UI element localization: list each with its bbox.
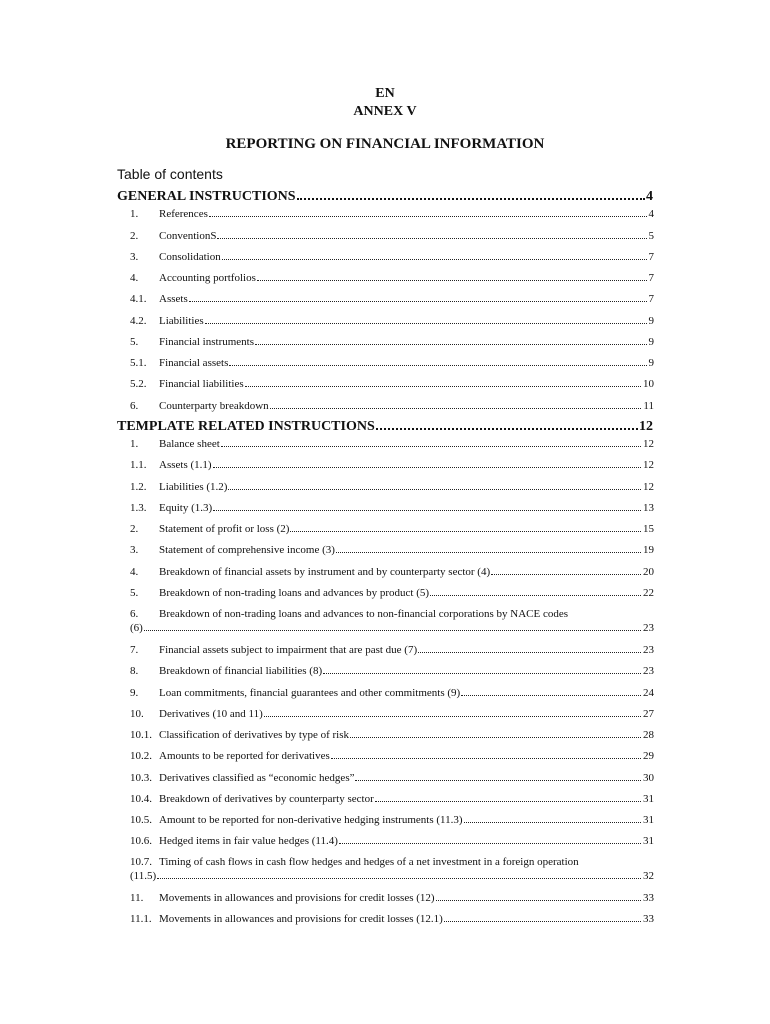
dot-leader [464,822,641,823]
toc-entry[interactable] [130,207,654,221]
toc-entry[interactable] [130,643,654,657]
toc-entry[interactable] [130,771,654,785]
toc-entry[interactable] [130,607,654,635]
entry-title: Breakdown of financial liabilities (8) [159,665,323,677]
toc-section-template[interactable] [117,419,653,435]
toc-entry[interactable] [130,855,654,883]
entry-title: Equity (1.3) [159,502,213,514]
entry-number: 5. [130,336,139,348]
entry-title: Statement of comprehensive income (3) [159,544,335,556]
dot-leader [418,652,641,653]
entry-page: 31 [643,793,654,805]
toc-entry[interactable] [130,543,654,557]
dot-leader [189,301,647,302]
entry-title: Hedged items in fair value hedges (11.4) [159,835,338,847]
entry-page: 29 [643,750,654,762]
toc-entry[interactable] [130,686,654,700]
entry-number: 5. [130,587,139,599]
entry-title: ConventionS [159,230,217,242]
entry-number: 3. [130,251,139,263]
toc-entry[interactable] [130,437,654,451]
entry-title: Classification of derivatives by type of risk [159,729,350,741]
entry-page: 23 [643,622,654,634]
entry-number: 2. [130,523,139,535]
entry-number: 10.6. [130,835,152,847]
dot-leader [297,198,645,200]
document-language-code: EN [375,86,395,101]
toc-entry[interactable] [130,792,654,806]
toc-section-general[interactable] [117,189,653,205]
toc-entry[interactable] [130,480,654,494]
toc-entry[interactable] [130,292,654,306]
toc-entry[interactable] [130,891,654,905]
entry-page: 32 [643,870,654,882]
dot-leader [290,531,641,532]
entry-title: Liabilities [159,315,204,327]
dot-leader [270,408,642,409]
dot-leader [205,323,647,324]
document-title: REPORTING ON FINANCIAL INFORMATION [225,136,545,152]
section-page: 4 [646,189,653,204]
toc-entry[interactable] [130,749,654,763]
entry-title: Financial assets subject to impairment that are past due (7) [159,644,418,656]
entry-number: 5.1. [130,357,147,369]
entry-page: 15 [643,523,654,535]
entry-page: 12 [643,481,654,493]
entry-title: References [159,208,208,220]
entry-number: 4. [130,272,139,284]
toc-entry[interactable] [130,271,654,285]
entry-title: Breakdown of non-trading loans and advances to non-financial corporations by NACE codes [159,608,569,620]
entry-title: Consolidation [159,251,221,263]
entry-title: Accounting portfolios [159,272,256,284]
entry-title: Loan commitments, financial guarantees and other commitments (9) [159,687,461,699]
toc-entry[interactable] [130,501,654,515]
entry-number: 5.2. [130,378,147,390]
toc-entry[interactable] [130,834,654,848]
toc-entry[interactable] [130,458,654,472]
section-title: GENERAL INSTRUCTIONS [117,189,296,204]
toc-entry[interactable] [130,356,654,370]
entry-page: 4 [648,208,654,220]
entry-number: 1.2. [130,481,147,493]
entry-page: 5 [648,230,654,242]
toc-entry[interactable] [130,664,654,678]
entry-title: Amount to be reported for non-derivative hedging instruments (11.3) [159,814,463,826]
annex-label: ANNEX V [353,104,417,119]
entry-number: 10.3. [130,772,152,784]
entry-number: 1. [130,208,139,220]
entry-title: Liabilities (1.2) [159,481,228,493]
entry-title: Breakdown of non-trading loans and advances by product (5) [159,587,430,599]
dot-leader [336,552,641,553]
entry-number: 2. [130,230,139,242]
entry-page: 23 [643,665,654,677]
dot-leader [257,280,647,281]
dot-leader [444,921,641,922]
entry-title: Amounts to be reported for derivatives [159,750,330,762]
toc-entry[interactable] [130,728,654,742]
toc-heading: Table of contents [117,166,223,182]
dot-leader [229,365,646,366]
dot-leader [339,843,641,844]
entry-page: 9 [648,336,654,348]
toc-entry[interactable] [130,522,654,536]
dot-leader [213,510,641,511]
dot-leader [209,216,647,217]
entry-page: 20 [643,566,654,578]
entry-page: 31 [643,835,654,847]
toc-entry[interactable] [130,377,654,391]
dot-leader [222,259,647,260]
dot-leader [355,780,641,781]
entry-title: Movements in allowances and provisions for credit losses (12.1) [159,913,443,925]
entry-number: 10.2. [130,750,152,762]
entry-number: 10.5. [130,814,152,826]
entry-title: Derivatives classified as “economic hedges” [159,772,355,784]
entry-number: 8. [130,665,139,677]
entry-number: 7. [130,644,139,656]
toc-entry[interactable] [130,586,654,600]
entry-number: 6. [130,400,139,412]
entry-page: 31 [643,814,654,826]
entry-page: 30 [643,772,654,784]
dot-leader [245,386,641,387]
entry-number: 6. [130,608,139,620]
entry-number: 10. [130,708,144,720]
entry-title: Timing of cash flows in cash flow hedges and hedges of a net investment in a foreign operation [159,856,579,868]
dot-leader [430,595,641,596]
dot-leader [436,900,641,901]
entry-title: Statement of profit or loss (2) [159,523,290,535]
entry-page: 19 [643,544,654,556]
entry-title: Counterparty breakdown [159,400,269,412]
entry-title: Financial assets [159,357,229,369]
entry-number: 10.4. [130,793,152,805]
dot-leader [221,446,641,447]
dot-leader [157,878,641,879]
toc-entry[interactable] [130,399,654,413]
toc-entry[interactable] [130,250,654,264]
entry-title-continued: (6) [130,622,143,634]
entry-title-continued: (11.5) [130,870,157,882]
entry-number: 4.1. [130,293,147,305]
entry-page: 11 [643,400,654,412]
entry-page: 33 [643,892,654,904]
section-page: 12 [639,419,653,434]
entry-page: 23 [643,644,654,656]
toc-entry[interactable] [130,229,654,243]
entry-number: 1.1. [130,459,147,471]
entry-title: Assets [159,293,188,305]
entry-page: 12 [643,459,654,471]
dot-leader [376,428,638,430]
toc-entry[interactable] [130,565,654,579]
dot-leader [255,344,646,345]
entry-number: 9. [130,687,139,699]
entry-title: Financial liabilities [159,378,244,390]
entry-page: 12 [643,438,654,450]
dot-leader [264,716,641,717]
entry-title: Breakdown of derivatives by counterparty sector [159,793,374,805]
entry-number: 1.3. [130,502,147,514]
dot-leader [144,630,641,631]
toc-entry[interactable] [130,912,654,926]
entry-page: 7 [648,272,654,284]
entry-title: Assets (1.1) [159,459,212,471]
entry-title: Derivatives (10 and 11) [159,708,263,720]
dot-leader [375,801,641,802]
entry-number: 11.1. [130,913,152,925]
toc-entry[interactable] [130,813,654,827]
entry-page: 33 [643,913,654,925]
toc-entry[interactable] [130,335,654,349]
entry-title: Balance sheet [159,438,220,450]
entry-title: Movements in allowances and provisions for credit losses (12) [159,892,435,904]
entry-title: Breakdown of financial assets by instrument and by counterparty sector (4) [159,566,491,578]
entry-page: 13 [643,502,654,514]
entry-number: 3. [130,544,139,556]
dot-leader [213,467,641,468]
entry-page: 9 [648,315,654,327]
dot-leader [461,695,641,696]
entry-page: 28 [643,729,654,741]
entry-page: 10 [643,378,654,390]
toc-entry[interactable] [130,314,654,328]
section-title: TEMPLATE RELATED INSTRUCTIONS [117,419,375,434]
entry-title: Financial instruments [159,336,255,348]
dot-leader [323,673,641,674]
dot-leader [491,574,641,575]
entry-page: 22 [643,587,654,599]
dot-leader [228,489,641,490]
dot-leader [350,737,641,738]
entry-number: 1. [130,438,139,450]
entry-number: 10.1. [130,729,152,741]
toc-entry[interactable] [130,707,654,721]
entry-page: 24 [643,687,654,699]
entry-page: 7 [648,293,654,305]
entry-number: 4.2. [130,315,147,327]
entry-page: 27 [643,708,654,720]
entry-number: 10.7. [130,856,152,868]
dot-leader [331,758,641,759]
entry-number: 11. [130,892,144,904]
entry-page: 9 [648,357,654,369]
dot-leader [217,238,646,239]
entry-number: 4. [130,566,139,578]
entry-page: 7 [648,251,654,263]
